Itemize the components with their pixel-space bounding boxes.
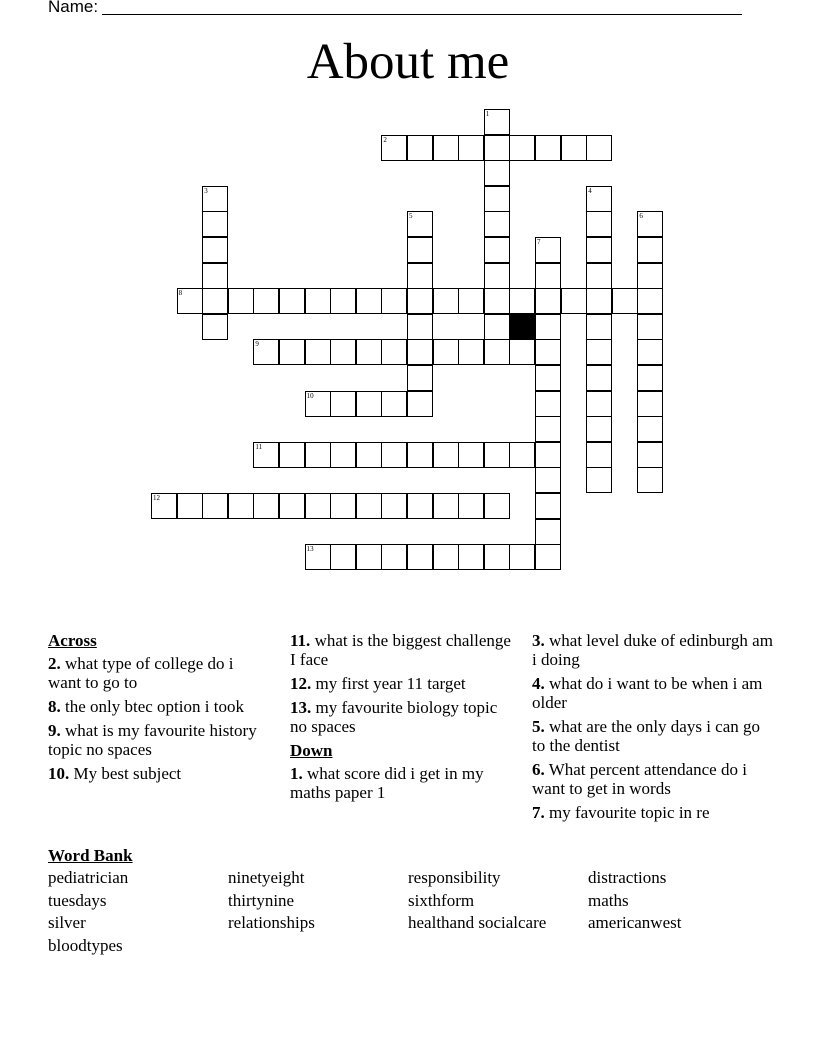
crossword-cell[interactable] bbox=[253, 288, 279, 314]
crossword-cell[interactable] bbox=[535, 467, 561, 493]
clues-column-2 bbox=[290, 631, 515, 807]
crossword-cell[interactable] bbox=[637, 263, 663, 289]
crossword-cell[interactable] bbox=[586, 442, 612, 468]
word-bank-item: responsibility bbox=[408, 868, 501, 887]
clue-number: 9 bbox=[255, 340, 259, 349]
crossword-cell[interactable] bbox=[433, 442, 459, 468]
crossword-cell[interactable] bbox=[535, 314, 561, 340]
clue-number: 12 bbox=[153, 494, 160, 502]
crossword-cell[interactable] bbox=[381, 135, 407, 161]
crossword-cell[interactable] bbox=[356, 493, 382, 519]
clue-across-12: 12. my first year 11 target bbox=[290, 674, 466, 693]
crossword-cell[interactable] bbox=[381, 391, 407, 417]
crossword-cell[interactable] bbox=[407, 263, 433, 289]
crossword-cell[interactable] bbox=[586, 288, 612, 314]
crossword-cell[interactable] bbox=[407, 237, 433, 263]
crossword-cell[interactable] bbox=[253, 493, 279, 519]
down-heading: Down bbox=[290, 741, 333, 760]
crossword-cell[interactable] bbox=[586, 263, 612, 289]
crossword-cell[interactable] bbox=[407, 135, 433, 161]
crossword-cell[interactable] bbox=[484, 314, 510, 340]
name-label: Name: bbox=[48, 0, 99, 16]
crossword-cell[interactable] bbox=[356, 442, 382, 468]
crossword-cell[interactable] bbox=[509, 288, 535, 314]
clue-across-2: 2. what type of college do i want to go to bbox=[48, 654, 234, 692]
crossword-cell[interactable] bbox=[330, 288, 356, 314]
crossword-cell[interactable] bbox=[356, 391, 382, 417]
crossword-cell[interactable] bbox=[458, 288, 484, 314]
crossword-cell[interactable] bbox=[305, 493, 331, 519]
crossword-cell[interactable] bbox=[228, 288, 254, 314]
crossword-cell[interactable] bbox=[330, 442, 356, 468]
crossword-cell[interactable] bbox=[612, 288, 638, 314]
crossword-cell[interactable] bbox=[305, 339, 331, 365]
crossword-cell[interactable] bbox=[279, 339, 305, 365]
word-bank-item: silver bbox=[48, 913, 86, 932]
crossword-cell[interactable] bbox=[305, 391, 331, 417]
crossword-cell[interactable] bbox=[279, 493, 305, 519]
word-bank-item: americanwest bbox=[588, 913, 682, 932]
clues-column-1 bbox=[48, 631, 268, 788]
crossword-cell[interactable] bbox=[381, 544, 407, 570]
crossword-cell[interactable] bbox=[330, 391, 356, 417]
crossword-cell[interactable] bbox=[637, 442, 663, 468]
word-bank-heading: Word Bank bbox=[48, 846, 133, 865]
crossword-cell[interactable] bbox=[305, 288, 331, 314]
crossword-cell[interactable] bbox=[407, 339, 433, 365]
crossword-cell[interactable] bbox=[535, 135, 561, 161]
crossword-cell[interactable] bbox=[535, 519, 561, 545]
word-bank-item: relationships bbox=[228, 913, 315, 932]
crossword-cell[interactable] bbox=[535, 416, 561, 442]
crossword-cell[interactable] bbox=[535, 391, 561, 417]
crossword-cell[interactable] bbox=[484, 237, 510, 263]
word-bank-item: distractions bbox=[588, 868, 667, 887]
crossword-cell[interactable] bbox=[509, 544, 535, 570]
clue-across-8: 8. the only btec option i took bbox=[48, 697, 244, 716]
crossword-cell[interactable] bbox=[586, 467, 612, 493]
crossword-cell[interactable] bbox=[484, 186, 510, 212]
clue-number: 7 bbox=[537, 238, 541, 246]
crossword-cell[interactable] bbox=[586, 339, 612, 365]
crossword-cell[interactable] bbox=[586, 135, 612, 161]
crossword-cell[interactable] bbox=[458, 442, 484, 468]
crossword-cell[interactable] bbox=[509, 135, 535, 161]
crossword-cell[interactable] bbox=[484, 493, 510, 519]
name-field[interactable] bbox=[48, 0, 742, 17]
crossword-cell[interactable] bbox=[637, 365, 663, 391]
clue-down-5: 5. what are the only days i can go to the dentist bbox=[532, 717, 761, 755]
crossword-cell[interactable] bbox=[151, 493, 177, 519]
clue-number: 4 bbox=[588, 186, 592, 195]
crossword-cell[interactable] bbox=[535, 442, 561, 468]
crossword-cell[interactable] bbox=[407, 211, 433, 237]
crossword-cell[interactable] bbox=[177, 288, 203, 314]
crossword-cell[interactable] bbox=[407, 365, 433, 391]
clue-across-13: 13. my favourite biology topic no spaces bbox=[290, 698, 498, 736]
crossword-cell[interactable] bbox=[356, 288, 382, 314]
clue-down-3: 3. what level duke of edinburgh am i doing bbox=[532, 631, 773, 669]
clue-number: 2 bbox=[383, 135, 387, 144]
crossword-cell[interactable] bbox=[330, 544, 356, 570]
word-bank-item: ninetyeight bbox=[228, 868, 305, 887]
crossword-cell[interactable] bbox=[637, 237, 663, 263]
crossword-cell[interactable] bbox=[305, 544, 331, 570]
clue-down-1: 1. what score did i get in my maths paper 1 bbox=[290, 764, 484, 802]
crossword-cell[interactable] bbox=[458, 135, 484, 161]
crossword-cell[interactable] bbox=[279, 442, 305, 468]
crossword-cell[interactable] bbox=[202, 237, 228, 263]
clue-number: 13 bbox=[306, 545, 314, 554]
crossword-cell[interactable] bbox=[433, 288, 459, 314]
crossword-cell[interactable] bbox=[253, 339, 279, 365]
clue-down-6: 6. What percent attendance do i want to get in words bbox=[532, 760, 747, 798]
crossword-cell[interactable] bbox=[637, 288, 663, 314]
clue-down-4: 4. what do i want to be when i am older bbox=[532, 674, 763, 712]
crossword-cell[interactable] bbox=[381, 288, 407, 314]
crossword-cell[interactable] bbox=[586, 211, 612, 237]
crossword-cell[interactable] bbox=[356, 544, 382, 570]
word-bank-item: pediatrician bbox=[48, 868, 129, 887]
crossword-cell[interactable] bbox=[637, 416, 663, 442]
crossword-cell[interactable] bbox=[535, 263, 561, 289]
word-bank-item: tuesdays bbox=[48, 890, 107, 910]
crossword-cell[interactable] bbox=[228, 493, 254, 519]
clue-number: 8 bbox=[178, 289, 183, 298]
across-heading: Across bbox=[48, 631, 97, 650]
crossword-cell[interactable] bbox=[177, 493, 203, 519]
crossword-cell[interactable] bbox=[509, 339, 535, 365]
clue-across-10: 10. My best subject bbox=[48, 764, 182, 783]
crossword-cell[interactable] bbox=[586, 391, 612, 417]
crossword-cell[interactable] bbox=[637, 467, 663, 493]
clue-number: 3 bbox=[204, 186, 208, 195]
crossword-cell[interactable] bbox=[458, 493, 484, 519]
crossword-cell[interactable] bbox=[202, 211, 228, 237]
crossword-cell[interactable] bbox=[561, 288, 587, 314]
crossword-cell[interactable] bbox=[484, 339, 510, 365]
word-bank-item: healthand socialcare bbox=[408, 913, 547, 932]
crossword-cell[interactable] bbox=[330, 339, 356, 365]
clue-number: 1 bbox=[485, 110, 490, 118]
crossword-cell[interactable] bbox=[458, 339, 484, 365]
crossword-cell[interactable] bbox=[484, 263, 510, 289]
crossword-cell[interactable] bbox=[484, 442, 510, 468]
crossword-cell[interactable] bbox=[202, 288, 228, 314]
crossword-cell[interactable] bbox=[484, 160, 510, 186]
clue-across-9: 9. what is my favourite history topic no spaces bbox=[48, 721, 257, 759]
crossword-cell[interactable] bbox=[381, 493, 407, 519]
crossword-cell[interactable] bbox=[381, 339, 407, 365]
clue-number: 10 bbox=[306, 391, 314, 400]
word-bank-item: thirtynine bbox=[228, 890, 295, 910]
crossword-cell[interactable] bbox=[202, 186, 228, 212]
crossword-cell[interactable] bbox=[586, 365, 612, 391]
word-bank-item: sixthform bbox=[408, 890, 475, 910]
crossword-cell[interactable] bbox=[637, 391, 663, 417]
clue-down-7: 7. my favourite topic in re bbox=[532, 803, 710, 822]
crossword-cell[interactable] bbox=[407, 442, 433, 468]
crossword-cell[interactable] bbox=[279, 288, 305, 314]
crossword-cell[interactable] bbox=[381, 442, 407, 468]
crossword-cell[interactable] bbox=[407, 544, 433, 570]
crossword-cell[interactable] bbox=[202, 493, 228, 519]
word-bank-item: bloodtypes bbox=[48, 935, 123, 955]
crossword-cell[interactable] bbox=[433, 544, 459, 570]
crossword-cell[interactable] bbox=[586, 314, 612, 340]
crossword-cell[interactable] bbox=[586, 186, 612, 212]
crossword-cell[interactable] bbox=[535, 544, 561, 570]
crossword-cell[interactable] bbox=[586, 237, 612, 263]
crossword-cell[interactable] bbox=[330, 493, 356, 519]
crossword-cell[interactable] bbox=[458, 544, 484, 570]
crossword-cell[interactable] bbox=[535, 339, 561, 365]
crossword-cell[interactable] bbox=[407, 288, 433, 314]
page-title: About me bbox=[306, 34, 510, 90]
clue-number: 6 bbox=[639, 212, 643, 221]
crossword-cell[interactable] bbox=[637, 314, 663, 340]
clue-number: 5 bbox=[409, 212, 413, 221]
crossword-cell[interactable] bbox=[535, 237, 561, 263]
blocked-cell bbox=[509, 314, 535, 340]
crossword-cell[interactable] bbox=[484, 211, 510, 237]
crossword-cell[interactable] bbox=[561, 135, 587, 161]
crossword-cell[interactable] bbox=[637, 211, 663, 237]
crossword-cell[interactable] bbox=[586, 416, 612, 442]
crossword-cell[interactable] bbox=[535, 365, 561, 391]
crossword-cell[interactable] bbox=[433, 339, 459, 365]
crossword-cell[interactable] bbox=[535, 493, 561, 519]
crossword-cell[interactable] bbox=[253, 442, 279, 468]
crossword-cell[interactable] bbox=[356, 339, 382, 365]
crossword-cell[interactable] bbox=[509, 442, 535, 468]
crossword-cell[interactable] bbox=[484, 544, 510, 570]
crossword-cell[interactable] bbox=[407, 493, 433, 519]
name-underline bbox=[102, 0, 742, 15]
word-bank-item: maths bbox=[588, 890, 629, 910]
word-bank bbox=[48, 868, 768, 955]
crossword-cell[interactable] bbox=[484, 288, 510, 314]
clue-number: 11 bbox=[255, 442, 263, 451]
crossword-cell[interactable] bbox=[433, 493, 459, 519]
crossword-cell[interactable] bbox=[535, 288, 561, 314]
crossword-cell[interactable] bbox=[407, 314, 433, 340]
crossword-cell[interactable] bbox=[407, 391, 433, 417]
crossword-cell[interactable] bbox=[305, 442, 331, 468]
clues-column-3 bbox=[532, 631, 777, 827]
crossword-cell[interactable] bbox=[484, 135, 510, 161]
crossword-cell[interactable] bbox=[484, 109, 510, 135]
crossword-cell[interactable] bbox=[202, 263, 228, 289]
crossword-cell[interactable] bbox=[202, 314, 228, 340]
crossword-cell[interactable] bbox=[433, 135, 459, 161]
crossword-cell[interactable] bbox=[637, 339, 663, 365]
clue-across-11: 11. what is the biggest challenge I face bbox=[290, 631, 511, 669]
